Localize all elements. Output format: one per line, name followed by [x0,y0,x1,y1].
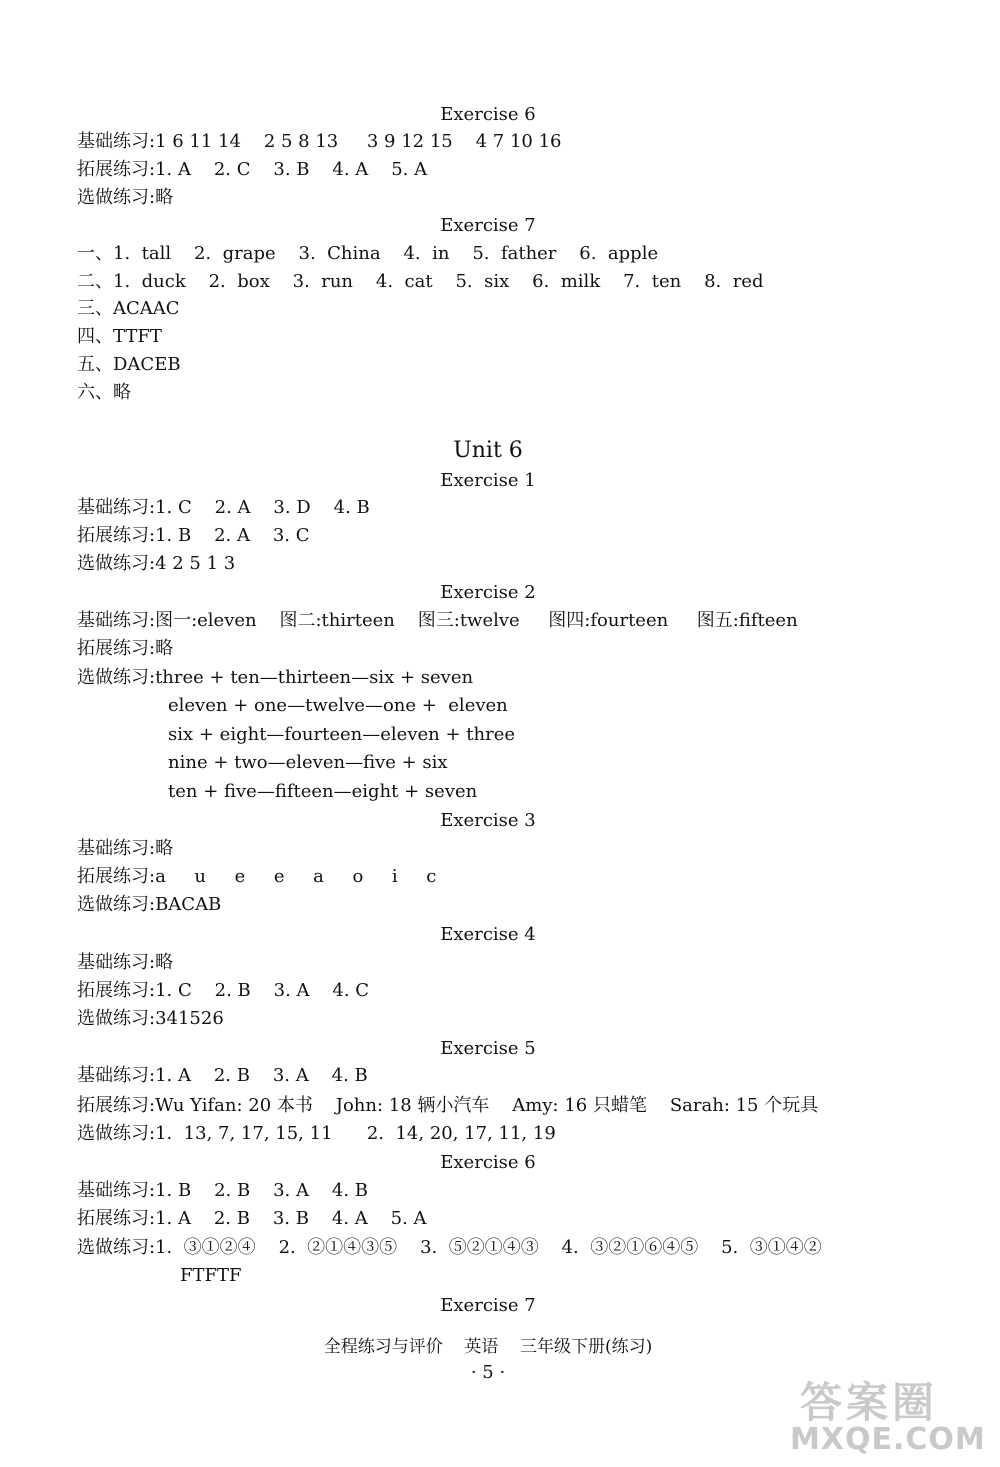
u6-exercise-1-title: Exercise 1 [440,470,536,491]
exercise-7-title: Exercise 7 [440,215,536,236]
u6-exercise-7-title: Exercise 7 [440,1295,536,1316]
unit-6-title: Unit 6 [453,438,523,463]
u6-e3-basic: 基础练习:略 [77,838,174,859]
ex7-line-1: 一、1. tall 2. grape 3. China 4. in 5. father 6. apple [77,243,659,264]
ex7-line-5: 五、DACEB [77,354,181,375]
u6-exercise-6-title: Exercise 6 [440,1152,536,1173]
u6-e2-optional-4: nine + two—eleven—five + six [168,752,448,773]
u6-e6-extend: 拓展练习:1. A 2. B 3. B 4. A 5. A [77,1208,427,1229]
u6-e1-basic: 基础练习:1. C 2. A 3. D 4. B [77,497,370,518]
watermark-logo [790,1370,995,1465]
u6-e6-optional-2: FTFTF [180,1265,242,1286]
exercise-6-title: Exercise 6 [440,104,536,125]
u6-e2-optional-2: eleven + one—twelve—one + eleven [168,695,508,716]
u6-e2-extend: 拓展练习:略 [77,638,174,659]
ex7-line-3: 三、ACAAC [77,298,180,319]
ex6-extend-line: 拓展练习:1. A 2. C 3. B 4. A 5. A [77,159,428,180]
u6-exercise-4-title: Exercise 4 [440,924,536,945]
u6-e1-optional: 选做练习:4 2 5 1 3 [77,553,236,574]
ex7-line-4: 四、TTFT [77,326,162,347]
u6-e2-optional-1: 选做练习:three + ten—thirteen—six + seven [77,667,474,688]
u6-exercise-3-title: Exercise 3 [440,810,536,831]
u6-e4-optional: 选做练习:341526 [77,1008,224,1029]
u6-e6-basic: 基础练习:1. B 2. B 3. A 4. B [77,1180,368,1201]
u6-e2-optional-3: six + eight—fourteen—eleven + three [168,724,515,745]
u6-e5-extend: 拓展练习:Wu Yifan: 20 本书 John: 18 辆小汽车 Amy: 16 只蜡笔 Sarah: 15 个玩具 [77,1095,819,1116]
u6-e1-extend: 拓展练习:1. B 2. A 3. C [77,525,310,546]
ex7-line-2: 二、1. duck 2. box 3. run 4. cat 5. six 6. milk 7. ten 8. red [77,271,764,292]
u6-e3-extend: 拓展练习:a u e e a o i c [77,866,437,887]
ex7-line-6: 六、略 [77,382,131,403]
u6-exercise-2-title: Exercise 2 [440,582,536,603]
u6-e2-optional-5: ten + five—fifteen—eight + seven [168,781,478,802]
u6-e4-extend: 拓展练习:1. C 2. B 3. A 4. C [77,980,370,1001]
watermark-logo-text: 答案圈 [800,1378,939,1427]
u6-e2-basic: 基础练习:图一:eleven 图二:thirteen 图三:twelve 图四:fourteen 图五:fifteen [77,610,798,631]
u6-e3-optional: 选做练习:BACAB [77,894,222,915]
u6-e5-basic: 基础练习:1. A 2. B 3. A 4. B [77,1065,368,1086]
book-footer: 全程练习与评价 英语 三年级下册(练习) [323,1337,653,1357]
u6-exercise-5-title: Exercise 5 [440,1038,536,1059]
u6-e6-optional-1: 选做练习:1. ③①②④ 2. ②①④③⑤ 3. ⑤②①④③ 4. ③②①⑥④⑤ 5. ③①④② [77,1237,822,1258]
u6-e4-basic: 基础练习:略 [77,952,174,973]
ex6-optional-line: 选做练习:略 [77,187,174,208]
page-number: · 5 · [470,1362,506,1383]
watermark-url: MXQE.COM [790,1422,986,1457]
u6-e5-optional: 选做练习:1. 13, 7, 17, 15, 11 2. 14, 20, 17, 11, 19 [77,1123,556,1144]
ex6-basic-line: 基础练习:1 6 11 14 2 5 8 13 3 9 12 15 4 7 10 16 [77,131,562,152]
